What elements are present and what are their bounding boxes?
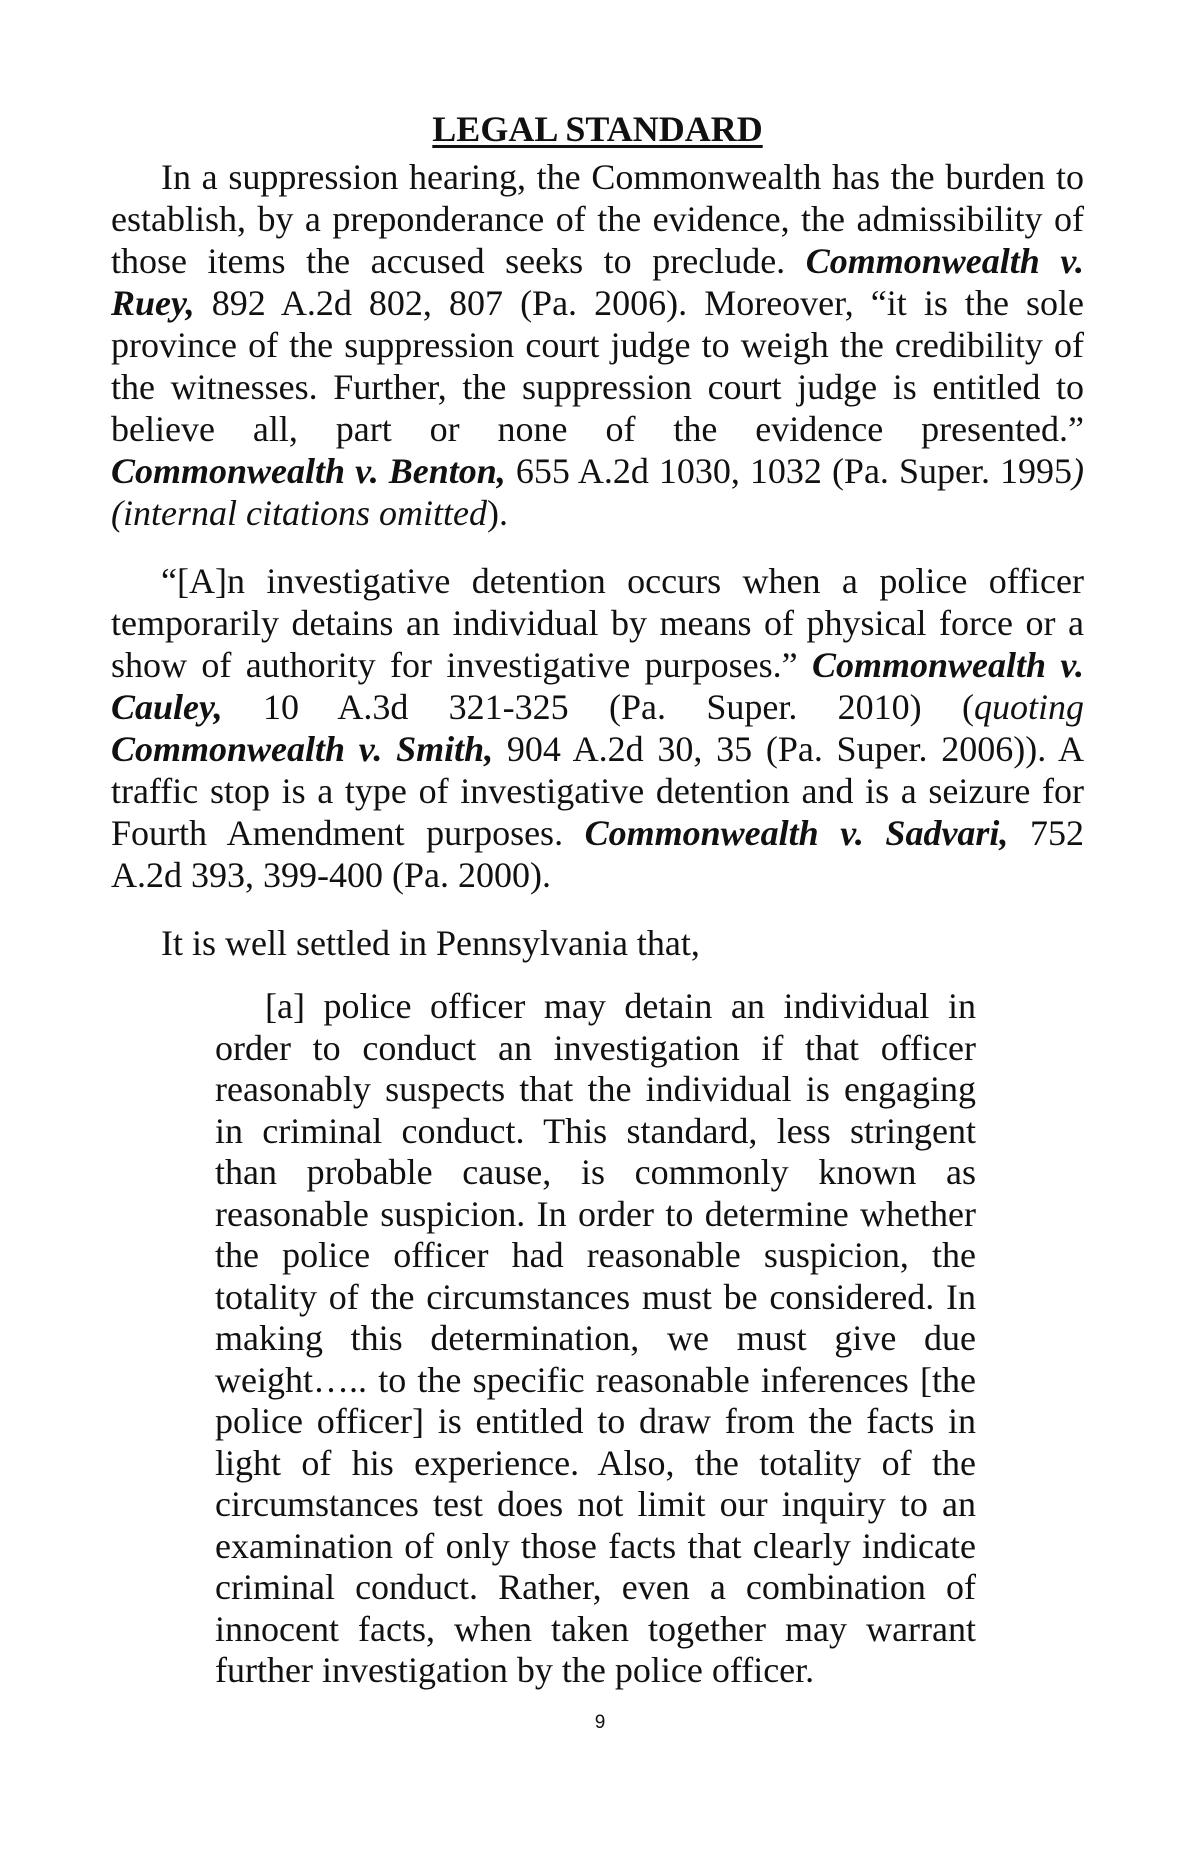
block-quote: [a] police officer may detain an individual in order to conduct an investigation if that officer reasonably suspects that the individual is engaging in criminal conduct. This standard, less stringent than probable cause, is commonly known as reasonable suspicion. In order to determine whether the police officer had reasonable suspicion, the totality of the circumstances must be considered. In making this determination, we must give due weight….. to the specific reasonable inferences [the police officer] is entitled to draw from the facts in light of his experience. Also, the totality of the circumstances test does not limit our inquiry to an examination of only those facts that clearly indicate criminal conduct. Rather, even a combination of innocent facts, when taken together may warrant further investigation by the police officer.: [215, 986, 976, 1690]
case-citation-smith: Commonwealth v. Smith,: [111, 729, 494, 769]
p2-text-1: “[A]n investigative detention occurs when a police officer temporarily detains an individual by means of physical force or a show of authority for investigative purposes.”: [111, 561, 1084, 685]
case-citation-benton: Commonwealth v. Benton,: [111, 451, 506, 491]
page-number: 9: [594, 1712, 606, 1733]
p2-text-5: 752 A.2d 393, 399-400 (Pa. 2000).: [111, 813, 1084, 895]
p2-text-4: 904 A.2d 30, 35 (Pa. Super. 2006)). A traffic stop is a type of investigative detention and is a seizure for Fourth Amendment purposes.: [111, 729, 1084, 853]
p2-quoting: quoting: [973, 687, 1084, 727]
paragraph-burden: [111, 156, 1084, 534]
p1-text-1: In a suppression hearing, the Commonwealth has the burden to establish, by a preponderance of the evidence, the admissibility of those items the accused seeks to preclude.: [111, 157, 1084, 281]
case-citation-cauley: Commonwealth v. Cauley,: [111, 645, 1084, 727]
section-heading-text: LEGAL STANDARD: [432, 109, 763, 149]
case-citation-ruey: Commonwealth v. Ruey,: [111, 241, 1084, 323]
section-heading: [111, 108, 1084, 150]
document-page: [111, 108, 1084, 1692]
paragraph-well-settled: It is well settled in Pennsylvania that,: [161, 923, 700, 963]
p1-text-5: ).: [486, 493, 508, 533]
p2-text-2: 10 A.3d 321-325 (Pa. Super. 2010) (: [222, 687, 974, 727]
p1-text-3: 655 A.2d 1030, 1032 (Pa. Super. 1995: [505, 451, 1072, 491]
p1-text-2: 892 A.2d 802, 807 (Pa. 2006). Moreover, “it is the sole province of the suppression court judge to weigh the credibility of the witnesses. Further, the suppression court judge is entitled to believe all, part or none of the evidence presented.”: [111, 283, 1084, 449]
case-citation-sadvari: Commonwealth v. Sadvari,: [584, 813, 1009, 853]
paragraph-investigative-detention: [111, 560, 1084, 896]
p1-internal-citations: )(internal citations omitted: [111, 451, 1084, 533]
